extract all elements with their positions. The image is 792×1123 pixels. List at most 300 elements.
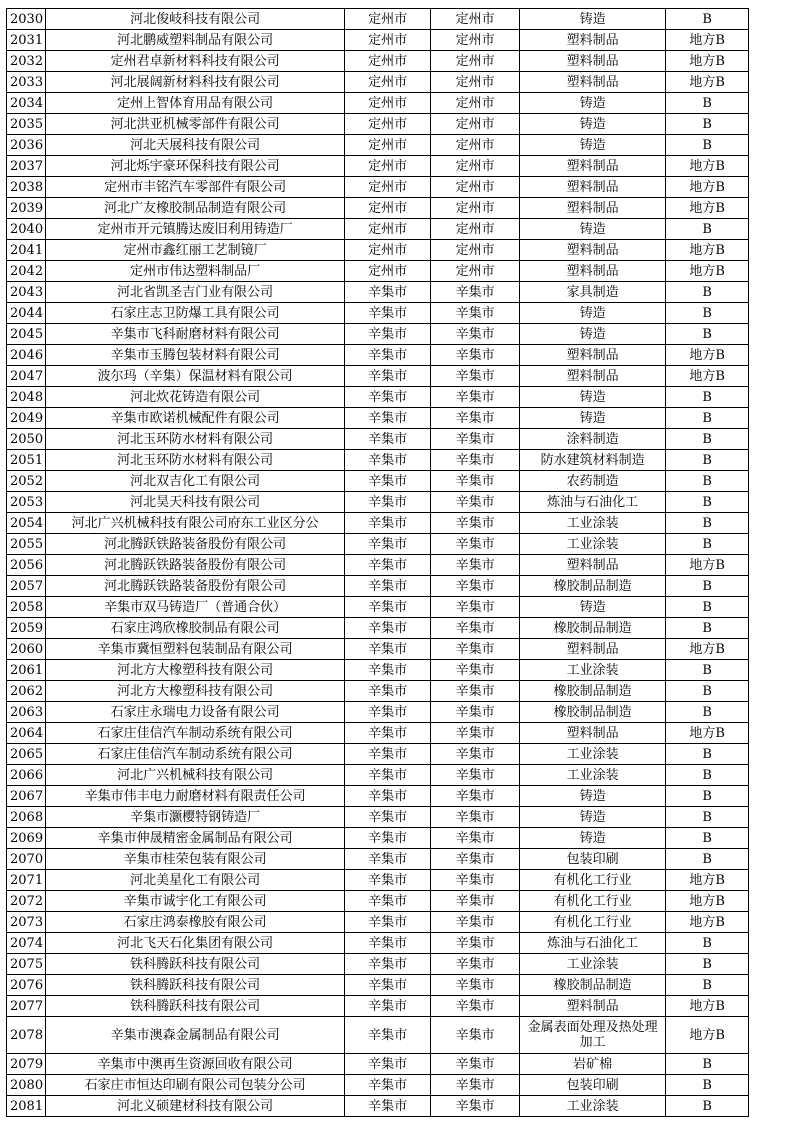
grade-cell: B <box>666 702 749 723</box>
table-row <box>7 345 749 366</box>
grade-cell: B <box>666 975 749 996</box>
industry-cell: 铸造 <box>520 807 666 828</box>
company-name-cell: 辛集市冀恒塑料包装制品有限公司 <box>46 639 345 660</box>
county-cell: 辛集市 <box>431 513 520 534</box>
county-cell: 辛集市 <box>431 282 520 303</box>
county-cell: 辛集市 <box>431 618 520 639</box>
industry-cell: 橡胶制品制造 <box>520 702 666 723</box>
grade-cell: B <box>666 576 749 597</box>
company-name-cell: 河北炊花铸造有限公司 <box>46 387 345 408</box>
city-cell: 辛集市 <box>345 849 431 870</box>
grade-cell: B <box>666 534 749 555</box>
city-cell: 辛集市 <box>345 618 431 639</box>
table-row <box>7 240 749 261</box>
row-number-cell: 2049 <box>7 408 46 429</box>
row-number-cell: 2063 <box>7 702 46 723</box>
row-number-cell: 2040 <box>7 219 46 240</box>
county-cell: 辛集市 <box>431 681 520 702</box>
grade-cell: 地方B <box>666 30 749 51</box>
county-cell: 辛集市 <box>431 996 520 1017</box>
industry-cell: 铸造 <box>520 786 666 807</box>
county-cell: 辛集市 <box>431 765 520 786</box>
city-cell: 辛集市 <box>345 576 431 597</box>
industry-cell: 有机化工行业 <box>520 891 666 912</box>
table-row <box>7 51 749 72</box>
company-name-cell: 定州市伟达塑料制品厂 <box>46 261 345 282</box>
grade-cell: 地方B <box>666 51 749 72</box>
row-number-cell: 2069 <box>7 828 46 849</box>
county-cell: 辛集市 <box>431 912 520 933</box>
company-name-cell: 河北玉环防水材料有限公司 <box>46 429 345 450</box>
industry-cell: 橡胶制品制造 <box>520 618 666 639</box>
row-number-cell: 2079 <box>7 1054 46 1075</box>
industry-cell: 铸造 <box>520 324 666 345</box>
county-cell: 辛集市 <box>431 345 520 366</box>
city-cell: 定州市 <box>345 219 431 240</box>
grade-cell: 地方B <box>666 240 749 261</box>
city-cell: 辛集市 <box>345 303 431 324</box>
grade-cell: B <box>666 492 749 513</box>
company-name-cell: 辛集市伸晟精密金属制品有限公司 <box>46 828 345 849</box>
row-number-cell: 2061 <box>7 660 46 681</box>
county-cell: 辛集市 <box>431 807 520 828</box>
city-cell: 辛集市 <box>345 765 431 786</box>
table-row <box>7 114 749 135</box>
table-row <box>7 1054 749 1075</box>
table-row <box>7 471 749 492</box>
company-name-cell: 石家庄佳信汽车制动系统有限公司 <box>46 744 345 765</box>
company-name-cell: 河北双吉化工有限公司 <box>46 471 345 492</box>
industry-cell: 工业涂装 <box>520 513 666 534</box>
county-cell: 辛集市 <box>431 576 520 597</box>
city-cell: 辛集市 <box>345 975 431 996</box>
row-number-cell: 2067 <box>7 786 46 807</box>
industry-cell: 铸造 <box>520 135 666 156</box>
row-number-cell: 2078 <box>7 1017 46 1054</box>
row-number-cell: 2035 <box>7 114 46 135</box>
row-number-cell: 2046 <box>7 345 46 366</box>
row-number-cell: 2044 <box>7 303 46 324</box>
company-name-cell: 河北腾跃铁路装备股份有限公司 <box>46 555 345 576</box>
company-name-cell: 辛集市诚宇化工有限公司 <box>46 891 345 912</box>
county-cell: 辛集市 <box>431 702 520 723</box>
table-row <box>7 807 749 828</box>
county-cell: 辛集市 <box>431 597 520 618</box>
row-number-cell: 2076 <box>7 975 46 996</box>
table-row <box>7 387 749 408</box>
table-row <box>7 72 749 93</box>
row-number-cell: 2080 <box>7 1075 46 1096</box>
company-name-cell: 河北飞天石化集团有限公司 <box>46 933 345 954</box>
industry-cell: 塑料制品 <box>520 345 666 366</box>
table-row <box>7 891 749 912</box>
industry-cell: 金属表面处理及热处理加工 <box>520 1017 666 1054</box>
city-cell: 定州市 <box>345 156 431 177</box>
company-name-cell: 河北广兴机械科技有限公司 <box>46 765 345 786</box>
county-cell: 定州市 <box>431 198 520 219</box>
city-cell: 辛集市 <box>345 429 431 450</box>
city-cell: 辛集市 <box>345 387 431 408</box>
county-cell: 辛集市 <box>431 1054 520 1075</box>
table-row <box>7 282 749 303</box>
table-row <box>7 786 749 807</box>
city-cell: 辛集市 <box>345 345 431 366</box>
industry-cell: 铸造 <box>520 114 666 135</box>
city-cell: 辛集市 <box>345 450 431 471</box>
city-cell: 辛集市 <box>345 1017 431 1054</box>
county-cell: 辛集市 <box>431 471 520 492</box>
table-row <box>7 450 749 471</box>
table-row <box>7 849 749 870</box>
table-row <box>7 30 749 51</box>
grade-cell: B <box>666 93 749 114</box>
city-cell: 辛集市 <box>345 954 431 975</box>
industry-cell: 包装印刷 <box>520 849 666 870</box>
company-name-cell: 铁科腾跃科技有限公司 <box>46 996 345 1017</box>
company-name-cell: 河北美星化工有限公司 <box>46 870 345 891</box>
industry-cell: 塑料制品 <box>520 639 666 660</box>
company-name-cell: 石家庄鸿欣橡胶制品有限公司 <box>46 618 345 639</box>
row-number-cell: 2071 <box>7 870 46 891</box>
grade-cell: 地方B <box>666 555 749 576</box>
row-number-cell: 2077 <box>7 996 46 1017</box>
row-number-cell: 2037 <box>7 156 46 177</box>
county-cell: 定州市 <box>431 30 520 51</box>
row-number-cell: 2075 <box>7 954 46 975</box>
company-name-cell: 石家庄永瑞电力设备有限公司 <box>46 702 345 723</box>
industry-cell: 橡胶制品制造 <box>520 975 666 996</box>
city-cell: 定州市 <box>345 93 431 114</box>
county-cell: 辛集市 <box>431 324 520 345</box>
grade-cell: B <box>666 324 749 345</box>
grade-cell: B <box>666 744 749 765</box>
city-cell: 定州市 <box>345 114 431 135</box>
industry-cell: 工业涂装 <box>520 765 666 786</box>
table-row <box>7 156 749 177</box>
grade-cell: 地方B <box>666 198 749 219</box>
row-number-cell: 2062 <box>7 681 46 702</box>
city-cell: 辛集市 <box>345 513 431 534</box>
company-name-cell: 河北展阔新材料科技有限公司 <box>46 72 345 93</box>
county-cell: 辛集市 <box>431 366 520 387</box>
row-number-cell: 2058 <box>7 597 46 618</box>
industry-cell: 有机化工行业 <box>520 870 666 891</box>
city-cell: 辛集市 <box>345 912 431 933</box>
county-cell: 辛集市 <box>431 723 520 744</box>
industry-cell: 塑料制品 <box>520 30 666 51</box>
table-row <box>7 492 749 513</box>
city-cell: 辛集市 <box>345 408 431 429</box>
industry-cell: 家具制造 <box>520 282 666 303</box>
company-name-cell: 河北方大橡塑科技有限公司 <box>46 681 345 702</box>
city-cell: 辛集市 <box>345 828 431 849</box>
industry-cell: 塑料制品 <box>520 177 666 198</box>
grade-cell: B <box>666 282 749 303</box>
industry-cell: 岩矿棉 <box>520 1054 666 1075</box>
industry-cell: 塑料制品 <box>520 261 666 282</box>
table-row <box>7 555 749 576</box>
company-name-cell: 河北省凯圣吉门业有限公司 <box>46 282 345 303</box>
city-cell: 辛集市 <box>345 723 431 744</box>
company-name-cell: 辛集市桂荣包装有限公司 <box>46 849 345 870</box>
county-cell: 定州市 <box>431 135 520 156</box>
city-cell: 辛集市 <box>345 471 431 492</box>
city-cell: 辛集市 <box>345 807 431 828</box>
company-name-cell: 定州市鑫红丽工艺制镜厂 <box>46 240 345 261</box>
city-cell: 定州市 <box>345 177 431 198</box>
company-name-cell: 河北方大橡塑科技有限公司 <box>46 660 345 681</box>
table-row <box>7 702 749 723</box>
company-name-cell: 定州上智体育用品有限公司 <box>46 93 345 114</box>
grade-cell: B <box>666 9 749 30</box>
county-cell: 辛集市 <box>431 975 520 996</box>
table-row <box>7 9 749 30</box>
table-row <box>7 93 749 114</box>
industry-cell: 炼油与石油化工 <box>520 492 666 513</box>
industry-cell: 塑料制品 <box>520 366 666 387</box>
grade-cell: 地方B <box>666 366 749 387</box>
industry-cell: 工业涂装 <box>520 954 666 975</box>
row-number-cell: 2041 <box>7 240 46 261</box>
county-cell: 辛集市 <box>431 891 520 912</box>
county-cell: 辛集市 <box>431 1075 520 1096</box>
table-row <box>7 975 749 996</box>
county-cell: 辛集市 <box>431 429 520 450</box>
company-name-cell: 河北鹏威塑料制品有限公司 <box>46 30 345 51</box>
row-number-cell: 2074 <box>7 933 46 954</box>
industry-cell: 橡胶制品制造 <box>520 681 666 702</box>
table-row <box>7 198 749 219</box>
city-cell: 定州市 <box>345 9 431 30</box>
grade-cell: B <box>666 933 749 954</box>
county-cell: 辛集市 <box>431 870 520 891</box>
table-row <box>7 177 749 198</box>
company-name-cell: 河北义硕建材科技有限公司 <box>46 1096 345 1117</box>
grade-cell: B <box>666 681 749 702</box>
city-cell: 定州市 <box>345 51 431 72</box>
county-cell: 辛集市 <box>431 534 520 555</box>
industry-cell: 铸造 <box>520 387 666 408</box>
county-cell: 定州市 <box>431 240 520 261</box>
city-cell: 辛集市 <box>345 282 431 303</box>
table-row <box>7 408 749 429</box>
city-cell: 辛集市 <box>345 681 431 702</box>
table-row <box>7 912 749 933</box>
county-cell: 辛集市 <box>431 786 520 807</box>
company-name-cell: 铁科腾跃科技有限公司 <box>46 975 345 996</box>
table-row <box>7 513 749 534</box>
county-cell: 定州市 <box>431 156 520 177</box>
row-number-cell: 2043 <box>7 282 46 303</box>
grade-cell: 地方B <box>666 345 749 366</box>
industry-cell: 塑料制品 <box>520 156 666 177</box>
county-cell: 辛集市 <box>431 744 520 765</box>
county-cell: 辛集市 <box>431 492 520 513</box>
table-row <box>7 303 749 324</box>
county-cell: 辛集市 <box>431 450 520 471</box>
company-name-cell: 定州市丰铭汽车零部件有限公司 <box>46 177 345 198</box>
company-name-cell: 辛集市飞科耐磨材料有限公司 <box>46 324 345 345</box>
county-cell: 定州市 <box>431 219 520 240</box>
grade-cell: B <box>666 765 749 786</box>
industry-cell: 铸造 <box>520 597 666 618</box>
row-number-cell: 2045 <box>7 324 46 345</box>
grade-cell: B <box>666 660 749 681</box>
company-name-cell: 河北广兴机械科技有限公司府东工业区分公 <box>46 513 345 534</box>
table-row <box>7 534 749 555</box>
row-number-cell: 2042 <box>7 261 46 282</box>
row-number-cell: 2055 <box>7 534 46 555</box>
grade-cell: B <box>666 408 749 429</box>
row-number-cell: 2057 <box>7 576 46 597</box>
table-row <box>7 366 749 387</box>
company-name-cell: 辛集市欧诺机械配件有限公司 <box>46 408 345 429</box>
row-number-cell: 2056 <box>7 555 46 576</box>
city-cell: 辛集市 <box>345 891 431 912</box>
table-row <box>7 1075 749 1096</box>
industry-cell: 工业涂装 <box>520 534 666 555</box>
industry-cell: 塑料制品 <box>520 996 666 1017</box>
grade-cell: 地方B <box>666 72 749 93</box>
city-cell: 辛集市 <box>345 870 431 891</box>
industry-cell: 农药制造 <box>520 471 666 492</box>
row-number-cell: 2073 <box>7 912 46 933</box>
row-number-cell: 2066 <box>7 765 46 786</box>
industry-cell: 塑料制品 <box>520 198 666 219</box>
industry-cell: 涂料制造 <box>520 429 666 450</box>
city-cell: 辛集市 <box>345 996 431 1017</box>
grade-cell: B <box>666 1075 749 1096</box>
grade-cell: 地方B <box>666 177 749 198</box>
grade-cell: B <box>666 597 749 618</box>
city-cell: 辛集市 <box>345 555 431 576</box>
company-name-cell: 河北烁宇豪环保科技有限公司 <box>46 156 345 177</box>
row-number-cell: 2053 <box>7 492 46 513</box>
company-name-cell: 河北天展科技有限公司 <box>46 135 345 156</box>
grade-cell: B <box>666 1096 749 1117</box>
company-name-cell: 辛集市灏樱特钢铸造厂 <box>46 807 345 828</box>
grade-cell: B <box>666 807 749 828</box>
table-row <box>7 1096 749 1117</box>
city-cell: 辛集市 <box>345 933 431 954</box>
company-name-cell: 铁科腾跃科技有限公司 <box>46 954 345 975</box>
industry-cell: 塑料制品 <box>520 723 666 744</box>
county-cell: 定州市 <box>431 9 520 30</box>
row-number-cell: 2047 <box>7 366 46 387</box>
grade-cell: B <box>666 513 749 534</box>
industry-cell: 塑料制品 <box>520 240 666 261</box>
city-cell: 辛集市 <box>345 702 431 723</box>
row-number-cell: 2064 <box>7 723 46 744</box>
county-cell: 定州市 <box>431 114 520 135</box>
county-cell: 辛集市 <box>431 408 520 429</box>
city-cell: 定州市 <box>345 198 431 219</box>
table-row <box>7 723 749 744</box>
company-name-cell: 河北洪亚机械零部件有限公司 <box>46 114 345 135</box>
grade-cell: 地方B <box>666 261 749 282</box>
grade-cell: 地方B <box>666 156 749 177</box>
grade-cell: B <box>666 387 749 408</box>
table-row <box>7 429 749 450</box>
row-number-cell: 2039 <box>7 198 46 219</box>
row-number-cell: 2060 <box>7 639 46 660</box>
table-row <box>7 597 749 618</box>
industry-cell: 包装印刷 <box>520 1075 666 1096</box>
city-cell: 定州市 <box>345 30 431 51</box>
grade-cell: B <box>666 618 749 639</box>
county-cell: 定州市 <box>431 177 520 198</box>
city-cell: 辛集市 <box>345 744 431 765</box>
company-name-cell: 河北广友橡胶制品制造有限公司 <box>46 198 345 219</box>
grade-cell: B <box>666 786 749 807</box>
city-cell: 辛集市 <box>345 1096 431 1117</box>
row-number-cell: 2072 <box>7 891 46 912</box>
grade-cell: 地方B <box>666 996 749 1017</box>
enterprise-list-table <box>6 8 749 1117</box>
table-row <box>7 681 749 702</box>
row-number-cell: 2032 <box>7 51 46 72</box>
county-cell: 辛集市 <box>431 1017 520 1054</box>
county-cell: 辛集市 <box>431 954 520 975</box>
industry-cell: 铸造 <box>520 828 666 849</box>
grade-cell: B <box>666 429 749 450</box>
table-row <box>7 639 749 660</box>
company-name-cell: 河北腾跃铁路装备股份有限公司 <box>46 576 345 597</box>
city-cell: 定州市 <box>345 261 431 282</box>
row-number-cell: 2051 <box>7 450 46 471</box>
grade-cell: B <box>666 954 749 975</box>
county-cell: 辛集市 <box>431 660 520 681</box>
county-cell: 定州市 <box>431 51 520 72</box>
row-number-cell: 2034 <box>7 93 46 114</box>
row-number-cell: 2065 <box>7 744 46 765</box>
table-row <box>7 1017 749 1054</box>
company-name-cell: 定州市开元镇腾达废旧利用铸造厂 <box>46 219 345 240</box>
grade-cell: B <box>666 471 749 492</box>
county-cell: 辛集市 <box>431 849 520 870</box>
grade-cell: 地方B <box>666 891 749 912</box>
company-name-cell: 辛集市伟丰电力耐磨材料有限责任公司 <box>46 786 345 807</box>
grade-cell: B <box>666 450 749 471</box>
company-name-cell: 石家庄志卫防爆工具有限公司 <box>46 303 345 324</box>
company-name-cell: 辛集市玉腾包装材料有限公司 <box>46 345 345 366</box>
industry-cell: 有机化工行业 <box>520 912 666 933</box>
table-row <box>7 954 749 975</box>
county-cell: 辛集市 <box>431 933 520 954</box>
grade-cell: B <box>666 1054 749 1075</box>
city-cell: 定州市 <box>345 135 431 156</box>
row-number-cell: 2052 <box>7 471 46 492</box>
industry-cell: 塑料制品 <box>520 72 666 93</box>
county-cell: 辛集市 <box>431 387 520 408</box>
county-cell: 辛集市 <box>431 1096 520 1117</box>
row-number-cell: 2033 <box>7 72 46 93</box>
city-cell: 辛集市 <box>345 639 431 660</box>
city-cell: 辛集市 <box>345 534 431 555</box>
county-cell: 辛集市 <box>431 828 520 849</box>
city-cell: 定州市 <box>345 240 431 261</box>
row-number-cell: 2059 <box>7 618 46 639</box>
table-body <box>7 9 749 1117</box>
table-row <box>7 828 749 849</box>
grade-cell: 地方B <box>666 723 749 744</box>
company-name-cell: 辛集市澳森金属制品有限公司 <box>46 1017 345 1054</box>
grade-cell: 地方B <box>666 639 749 660</box>
company-name-cell: 石家庄佳信汽车制动系统有限公司 <box>46 723 345 744</box>
city-cell: 辛集市 <box>345 1075 431 1096</box>
table-row <box>7 135 749 156</box>
company-name-cell: 石家庄市恒达印刷有限公司包装分公司 <box>46 1075 345 1096</box>
